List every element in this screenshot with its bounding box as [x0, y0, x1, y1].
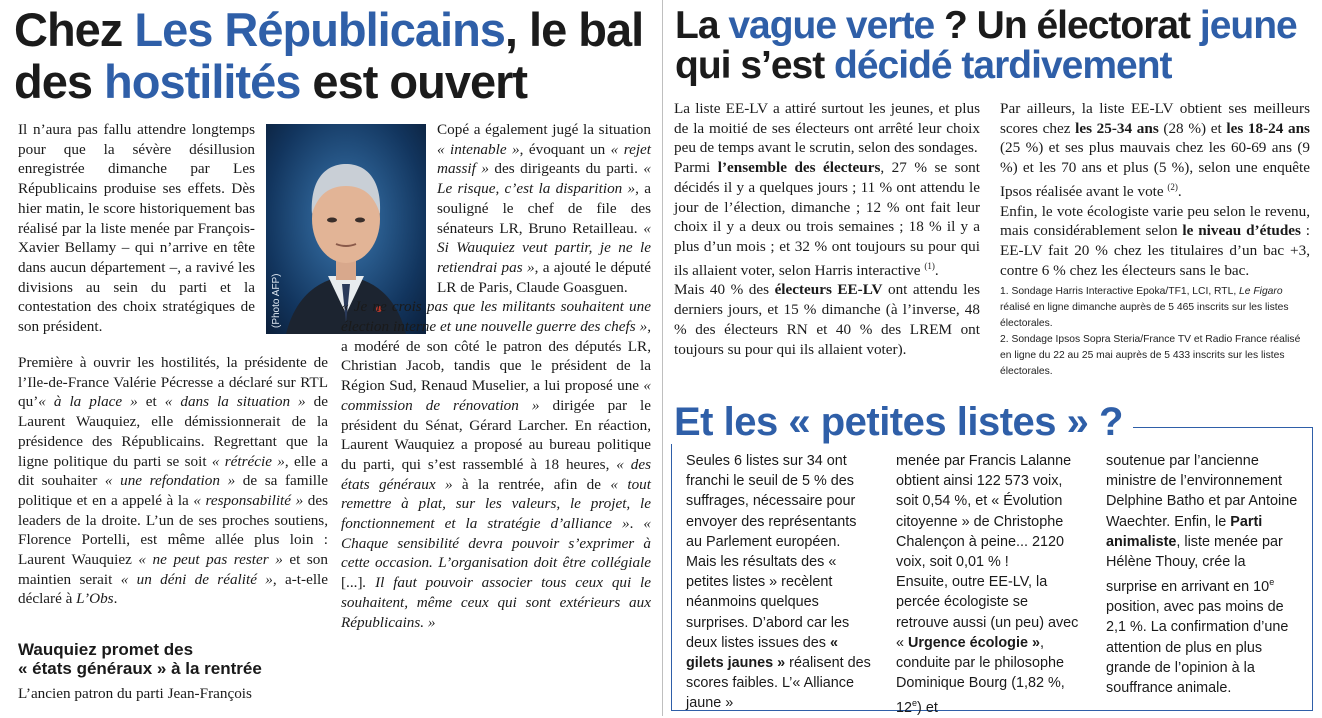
headline-highlight: décidé tardivement	[834, 44, 1172, 87]
headline-highlight: Les Républicains	[134, 3, 505, 56]
intro-paragraph: Il n’aura pas fallu attendre longtemps pour que la sévère désillusion enregistrée dimanche par Les Républicains produise ses effets. Dès hier matin, le score historiquement bas réalisé par la liste menée par François-Xavier Bellamy – qui n’arrive en tête dans aucun département –, a ravivé les divisions au sein du parti et la contestation des choix stratégiques de son président.	[18, 121, 255, 336]
pecresse-paragraph: Première à ouvrir les hostilités, la présidente de l’Ile-de-France Valérie Pécresse a déclaré sur RTL qu’« à la place » et « dans la situation » de Laurent Wauquiez, elle démissionnerait de la présidence des Républicains. Regrettant que la ligne politique du parti se soit « rétrécie », elle a dit souhaiter « une refondation » de sa famille politique et en a appelé à la « responsabilité » des leaders de la droite. L’un de ses proches soutiens, Florence Portelli, est même allée plus loin : Laurent Wauquiez « ne peut pas rester » et son maintien serait « un déni de réalité », a-t-elle déclaré à L’Obs.	[18, 354, 329, 608]
subhead-line: Wauquiez promet des	[18, 640, 194, 659]
cope-paragraph: Copé a également jugé la situation « intenable », évoquant un « rejet massif » des dirigeants du parti. « Le risque, c’est la disparition », a souligné le chef de file des sénateurs LR, Bruno Retailleau. « Si Wauquiez veut partir, je ne le retiendrai pas », a ajouté le député LR de Paris, Claude Goasguen.	[437, 121, 652, 296]
headline-highlight: hostilités	[104, 55, 301, 108]
box-paragraph: menée par Francis Lalanne obtient ainsi 122 573 voix, soit 0,54 %, et « Évolution citoyenne » de Christophe Chalençon à peine... 2120 voix, soit 0,01 % ! Ensuite, outre EE-LV, la percée écologiste se retrouve aussi (un peu) avec « Urgence écologie », conduite par le philosophe Dominique Bourg (1,82 %, 12e) et	[896, 453, 1079, 717]
box-paragraph: Seules 6 listes sur 34 ont franchi le seuil de 5 % des suffrages, nécessaire pour envoyer des représentants au Parlement européen. Mais les résultats des « petites listes » recèlent néanmoins quelques surprises. D’abord car les deux listes issues des « gilets jaunes » réalisent des scores faibles. L’« Alliance jaune »	[686, 453, 871, 712]
colB-paragraph: Par ailleurs, la liste EE-LV obtient ses meilleurs scores chez les 25-34 ans (28 %) et les 18-24 ans (25 %) et ses plus mauvais chez les 60-69 ans (9 %) et les 70 ans et plus (5 %), selon une enquête Ipsos réalisée avant le vote $^{(2)}$.	[1000, 100, 1310, 200]
right-article	[663, 0, 1322, 400]
colA-paragraph: Mais 40 % des électeurs EE-LV ont attendu les derniers jours, et 15 % dimanche (à l’inverse, 48 % des électeurs RN et 40 % des LREM ont toujours su pour qui ils allaient voter).	[674, 281, 981, 358]
left-col1-tail	[18, 684, 328, 704]
petites-listes-box	[671, 427, 1313, 717]
headline-text: qui s’est	[675, 44, 835, 87]
headline-text: Chez	[14, 3, 135, 56]
tail-paragraph: L’ancien patron du parti Jean-François	[18, 685, 252, 702]
headline-text: , le bal	[504, 3, 644, 56]
footnote-2: 2. Sondage Ipsos Sopra Steria/France TV et Radio France réalisé en ligne du 22 au 25 mai auprès de 5 433 inscrits sur les listes électorales.	[1000, 334, 1301, 378]
colB-paragraph: Enfin, le vote écologiste varie peu selon le revenu, mais considérablement selon le niveau d’études : EE-LV fait 20 % chez les titulaires d’un bac +3, contre 6 % chez les électeurs sans le bac.	[1000, 202, 1310, 279]
jacob-paragraph: « Je ne crois pas que les militants souhaitent une élection interne et une nouvelle guerre des chefs », a modéré de son côté le patron des députés LR, Christian Jacob, tandis que le président de la Région Sud, Renaud Muselier, a lui proposé une « commission de rénovation » dirigée par le président du Sénat, Gérard Larcher. En réaction, Laurent Wauquiez a proposé au bureau politique du parti, qui s’est rassemblé à 18 heures, « des états généraux » à la rentrée, afin de « tout remettre à plat, sur les valeurs, le projet, le fonctionnement et la stratégie d’alliance ». « Chaque sensibilité devra pouvoir s’exprimer à cette occasion. L’organisation doit être collégiale [...]. Il faut pouvoir associer tous ceux qui le souhaitent, même ceux qui sont extérieurs aux Républicains. »	[341, 298, 651, 631]
right-colB	[1000, 99, 1310, 380]
headline-text: La	[675, 4, 729, 47]
left-col2	[341, 120, 651, 632]
subhead-line: « états généraux » à la rentrée	[18, 659, 262, 678]
right-headline	[675, 6, 1315, 86]
box-title: Et les « petites listes » ?	[670, 400, 1133, 444]
headline-text: ? Un électorat	[934, 4, 1200, 47]
right-colA	[674, 99, 980, 359]
box-col2	[896, 451, 1082, 718]
left-subhead	[18, 640, 328, 678]
colA-paragraph: La liste EE-LV a attiré surtout les jeunes, et plus de la moitié de ses électeurs ont arrêté leur choix peu de temps avant le scrutin, selon des sondages.	[674, 100, 980, 157]
headline-text: des	[14, 55, 105, 108]
left-article	[0, 0, 662, 716]
footnote-1: 1. Sondage Harris Interactive Epoka/TF1, LCI, RTL, Le Figaro réalisé en ligne dimanche auprès de 5 465 inscrits sur les listes électorales.	[1000, 286, 1289, 330]
headline-highlight: jeune	[1199, 4, 1297, 47]
photo-credit: (Photo AFP)	[271, 273, 282, 328]
left-col1-body	[18, 353, 328, 609]
box-col3	[1106, 451, 1300, 698]
headline-highlight: vague verte	[728, 4, 935, 47]
headline-text: est ouvert	[300, 55, 528, 108]
box-col1	[686, 451, 872, 714]
colB-body	[1000, 99, 1310, 280]
box-paragraph: soutenue par l’ancienne ministre de l’environnement Delphine Batho et par Antoine Waechter. Enfin, le Parti animaliste, liste menée par Hélène Thouy, crée la surprise en arrivant en 10e position, avec pas moins de 2,1 %. La confirmation d’une attention de plus en plus grande de l’opinion à la souffrance animale.	[1106, 453, 1298, 697]
left-headline	[14, 4, 662, 108]
left-col1-intro	[18, 120, 255, 337]
colA-paragraph: Parmi l’ensemble des électeurs, 27 % se sont décidés il y a quelques jours ; 11 % ont attendu le jour de l’élection, dimanche ; 12 % ont fait leur choix il y a deux ou trois semaines ; 18 % il y a plus d’un mois ; et 32 % ont toujours su pour qui ils allaient voter, selon Harris interactive $^{(1)}$.	[674, 159, 980, 279]
